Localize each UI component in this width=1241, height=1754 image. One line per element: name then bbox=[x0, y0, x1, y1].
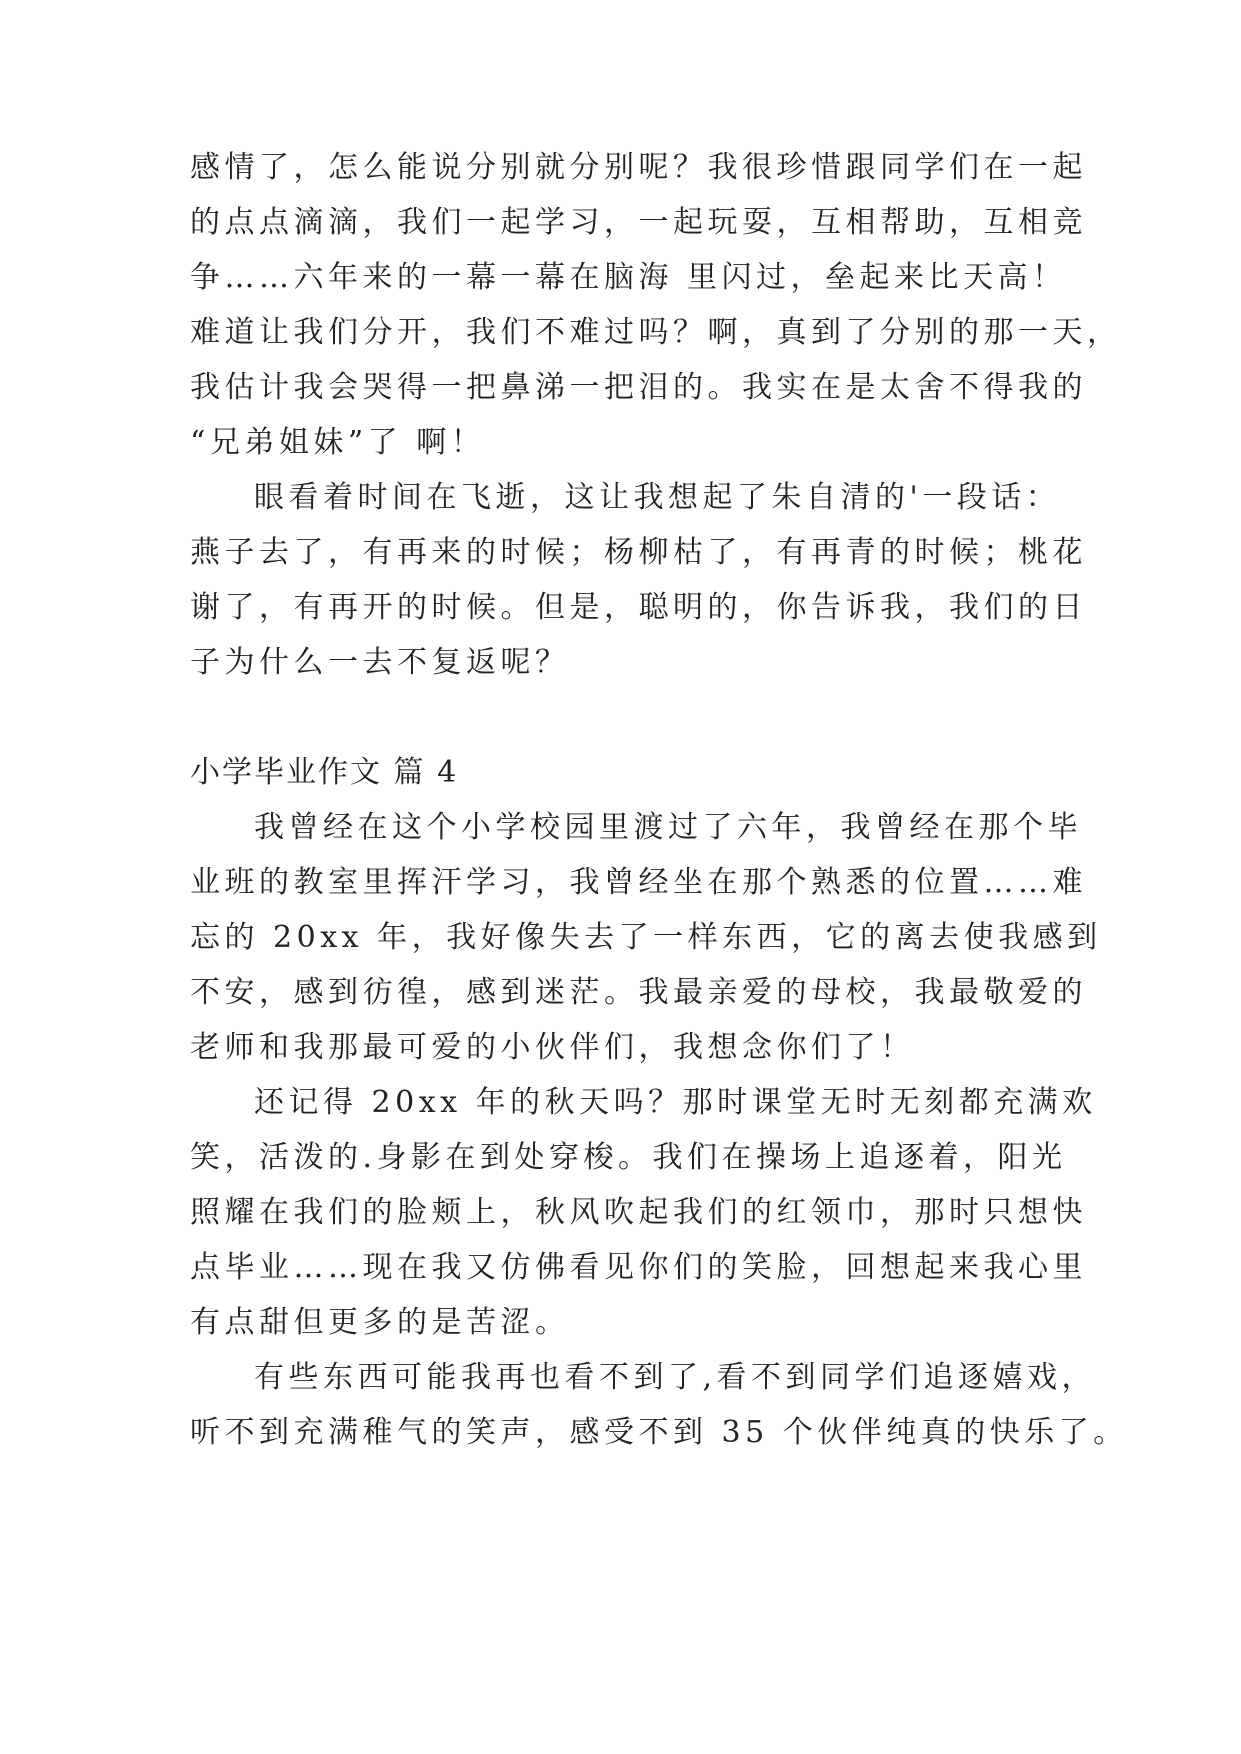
text-line: “兄弟姐妹”了 啊！ bbox=[190, 425, 486, 460]
paragraph-first-line: 有些东西可能我再也看不到了,看不到同学们追逐嬉戏， bbox=[254, 1360, 1097, 1395]
text-line: 老师和我那最可爱的小伙伴们，我想念你们了！ bbox=[190, 1030, 915, 1065]
text-line: 难道让我们分开，我们不难过吗？啊，真到了分别的那一天， bbox=[190, 315, 1122, 350]
text-line: 笑，活泼的.身影在到处穿梭。我们在操场上追逐着，阳光 bbox=[190, 1140, 1067, 1175]
text-line: 谢了，有再开的时候。但是，聪明的，你告诉我，我们的日 bbox=[190, 590, 1087, 625]
text-line: 不安，感到彷徨，感到迷茫。我最亲爱的母校，我最敬爱的 bbox=[190, 975, 1087, 1010]
text-line: 听不到充满稚气的笑声，感受不到 35 个伙伴纯真的快乐了。 bbox=[190, 1415, 1128, 1450]
text-line: 感情了，怎么能说分别就分别呢？我很珍惜跟同学们在一起 bbox=[190, 150, 1087, 185]
text-line: 争……六年来的一幕一幕在脑海 里闪过，垒起来比天高！ bbox=[190, 260, 1067, 295]
text-line: 忘的 20xx 年，我好像失去了一样东西，它的离去使我感到 bbox=[190, 920, 1102, 955]
text-line: 照耀在我们的脸颊上，秋风吹起我们的红领巾，那时只想快 bbox=[190, 1195, 1087, 1230]
section-heading: 小学毕业作文 篇 4 bbox=[190, 755, 459, 790]
text-line: 我估计我会哭得一把鼻涕一把泪的。我实在是太舍不得我的 bbox=[190, 370, 1087, 405]
text-line: 有点甜但更多的是苦涩。 bbox=[190, 1305, 570, 1340]
paragraph-first-line: 我曾经在这个小学校园里渡过了六年，我曾经在那个毕 bbox=[254, 810, 1082, 845]
text-line: 业班的教室里挥汗学习，我曾经坐在那个熟悉的位置……难 bbox=[190, 865, 1087, 900]
paragraph-first-line: 还记得 20xx 年的秋天吗？那时课堂无时无刻都充满欢 bbox=[254, 1085, 1097, 1120]
paragraph-first-line: 眼看着时间在飞逝，这让我想起了朱自清的'一段话： bbox=[254, 480, 1061, 515]
text-line: 子为什么一去不复返呢？ bbox=[190, 645, 570, 680]
text-line: 燕子去了，有再来的时候；杨柳枯了，有再青的时候；桃花 bbox=[190, 535, 1087, 570]
text-line: 点毕业……现在我又仿佛看见你们的笑脸，回想起来我心里 bbox=[190, 1250, 1087, 1285]
text-line: 的点点滴滴，我们一起学习，一起玩耍，互相帮助，互相竞 bbox=[190, 205, 1087, 240]
